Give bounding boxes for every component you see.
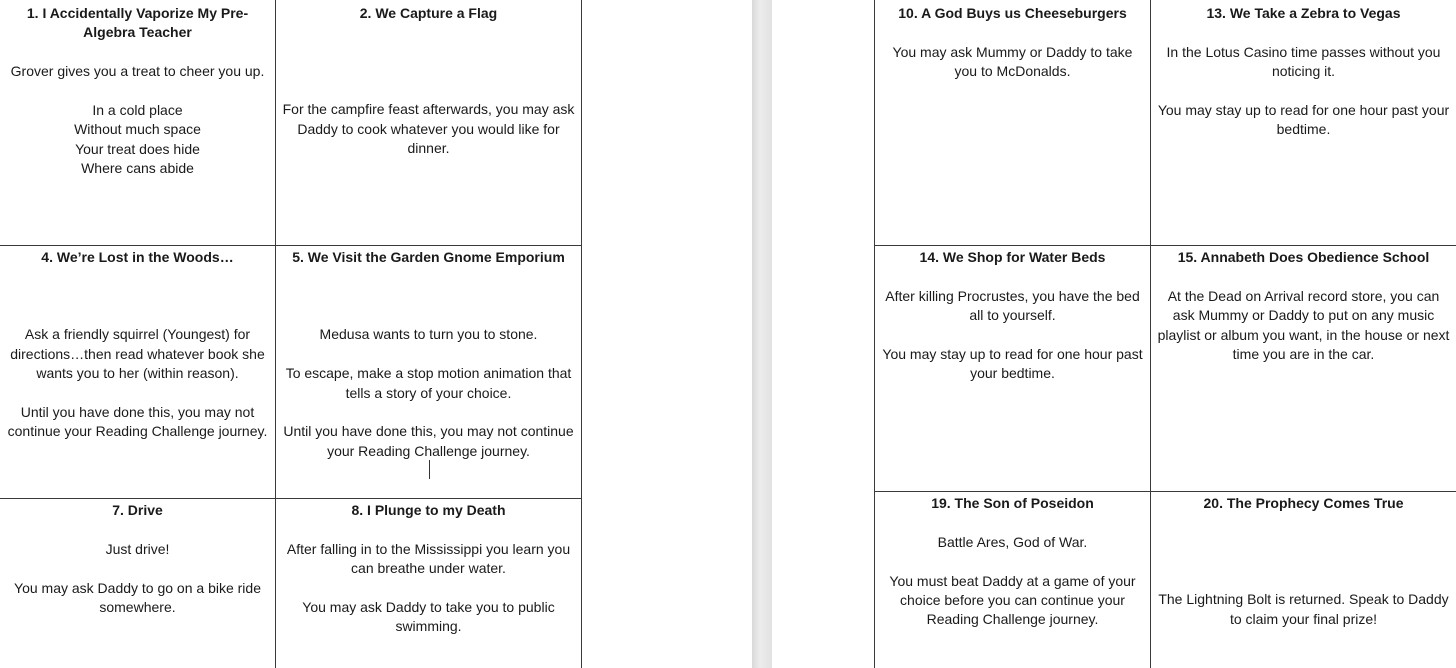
reading-card-13: [1151, 0, 1456, 246]
card-body: The Lightning Bolt is returned. Speak to Daddy to claim your final prize!: [1158, 591, 1449, 627]
reading-card-14: [874, 246, 1151, 492]
reading-card-7: [0, 499, 276, 668]
card-body: Grover gives you a treat to cheer you up. In a cold place Without much space Your treat does hide Where cans abide: [10, 63, 265, 177]
card-body: Just drive! You may ask Daddy to go on a bike ride somewhere.: [14, 540, 261, 616]
card-title: 14. We Shop for Water Beds: [919, 249, 1106, 265]
reading-card-19: [874, 492, 1151, 668]
card-title: 19. The Son of Poseidon: [931, 495, 1094, 511]
card-title: 7. Drive: [112, 502, 163, 518]
card-title: 10. A God Buys us Cheeseburgers: [898, 5, 1127, 21]
reading-card-1: [0, 0, 276, 246]
card-body: After killing Procrustes, you have the bed all to yourself. You may stay up to read for one hour past your bedtime.: [882, 287, 1143, 382]
card-title: 20. The Prophecy Comes True: [1203, 495, 1404, 511]
card-body: At the Dead on Arrival record store, you can ask Mummy or Daddy to put on any music playlist or album you want, in the house or next time you are in the car.: [1157, 287, 1450, 363]
reading-card-2: [276, 0, 582, 246]
reading-card-10: [874, 0, 1151, 246]
card-body: Battle Ares, God of War. You must beat Daddy at a game of your choice before you can continue your Reading Challenge journey.: [889, 533, 1136, 628]
card-body: For the campfire feast afterwards, you may ask Daddy to cook whatever you would like for dinner.: [282, 101, 575, 157]
card-title: 5. We Visit the Garden Gnome Emporium: [292, 249, 565, 265]
reading-card-8: [276, 499, 582, 668]
card-body: Medusa wants to turn you to stone. To escape, make a stop motion animation that tells a story of your choice. Until you have done this, you may not continue your Reading Challenge journey.: [283, 326, 574, 459]
card-title: 8. I Plunge to my Death: [351, 502, 506, 518]
card-body: In the Lotus Casino time passes without you noticing it. You may stay up to read for one hour past your bedtime.: [1157, 43, 1450, 138]
reading-card-20: [1151, 492, 1456, 668]
text-cursor: [429, 460, 430, 479]
card-body: You may ask Mummy or Daddy to take you to McDonalds.: [892, 43, 1133, 80]
document-page-right: [772, 0, 1456, 668]
card-title: 15. Annabeth Does Obedience School: [1177, 249, 1430, 265]
reading-card-4: [0, 246, 276, 499]
reading-card-15: [1151, 246, 1456, 492]
page-gap: [752, 0, 772, 668]
card-title: 13. We Take a Zebra to Vegas: [1206, 5, 1401, 21]
card-body: After falling in to the Mississippi you learn you can breathe under water. You may ask Daddy to take you to public swimming.: [286, 540, 571, 635]
card-title: 4. We’re Lost in the Woods…: [41, 249, 234, 265]
card-title: 2. We Capture a Flag: [359, 5, 498, 21]
card-title: 1. I Accidentally Vaporize My Pre-Algebra Teacher: [26, 5, 249, 41]
card-body: Ask a friendly squirrel (Youngest) for directions…then read whatever book she wants you to her (within reason). Until you have done this, you may not continue your Reading Challenge journey.: [7, 326, 268, 440]
